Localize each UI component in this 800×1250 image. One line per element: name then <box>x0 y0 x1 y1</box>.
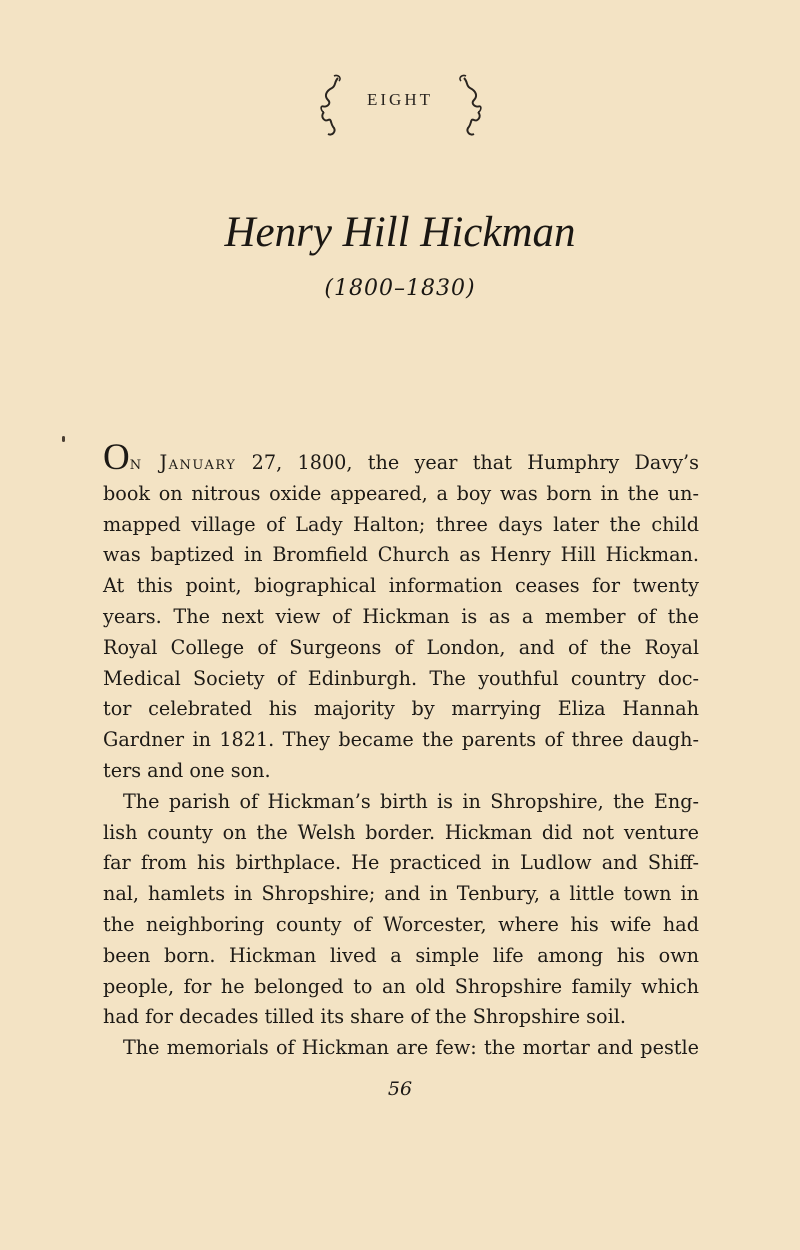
text-line: years. The next view of Hickman is as a member of the <box>103 604 699 628</box>
text-line: Gardner in 1821. They became the parents of three daugh- <box>103 728 699 752</box>
text-line: The memorials of Hickman are few: the mortar and pestle <box>123 1036 699 1060</box>
chapter-label: EIGHT <box>367 90 433 109</box>
body-text <box>103 437 699 1064</box>
text-line: mapped village of Lady Halton; three days later the child <box>103 512 699 536</box>
text-line: At this point, biographical information ceases for twenty <box>103 574 699 598</box>
right-flourish-ornament-icon <box>452 72 486 142</box>
page-speck <box>62 436 65 442</box>
text-line: far from his birthplace. He practiced in Ludlow and Shiff- <box>103 851 699 875</box>
text-line: ters and one son. <box>103 758 271 782</box>
text-line: 27, 1800, the year that Humphry Davy’s <box>236 451 699 474</box>
text-line: book on nitrous oxide appeared, a boy was born in the un- <box>103 481 699 505</box>
text-line: had for decades tilled its share of the Shropshire soil. <box>103 1005 626 1029</box>
first-line <box>103 437 699 479</box>
text-line: been born. Hickman lived a simple life among his own <box>103 943 699 967</box>
chapter-title: Henry Hill Hickman <box>224 209 576 256</box>
text-line: The parish of Hickman’s birth is in Shropshire, the Eng- <box>123 789 699 813</box>
chapter-dates: (1800–1830) <box>324 276 476 301</box>
text-line: nal, hamlets in Shropshire; and in Tenbury, a little town in <box>103 882 699 906</box>
page-number: 56 <box>387 1078 413 1100</box>
text-line: tor celebrated his majority by marrying Eliza Hannah <box>103 697 699 721</box>
text-line: was baptized in Bromfield Church as Henry Hill Hickman. <box>103 543 699 567</box>
opening-small-caps: n January <box>129 451 237 474</box>
chapter-heading <box>0 72 800 142</box>
left-flourish-ornament-icon <box>314 72 348 142</box>
text-line: Royal College of Surgeons of London, and of the Royal <box>103 635 699 659</box>
text-line: lish county on the Welsh border. Hickman did not venture <box>103 820 699 844</box>
text-line: the neighboring county of Worcester, where his wife had <box>103 912 699 936</box>
text-line: people, for he belonged to an old Shropshire family which <box>103 974 699 998</box>
text-line: Medical Society of Edinburgh. The youthful country doc- <box>103 666 699 690</box>
drop-cap: O <box>103 437 130 478</box>
